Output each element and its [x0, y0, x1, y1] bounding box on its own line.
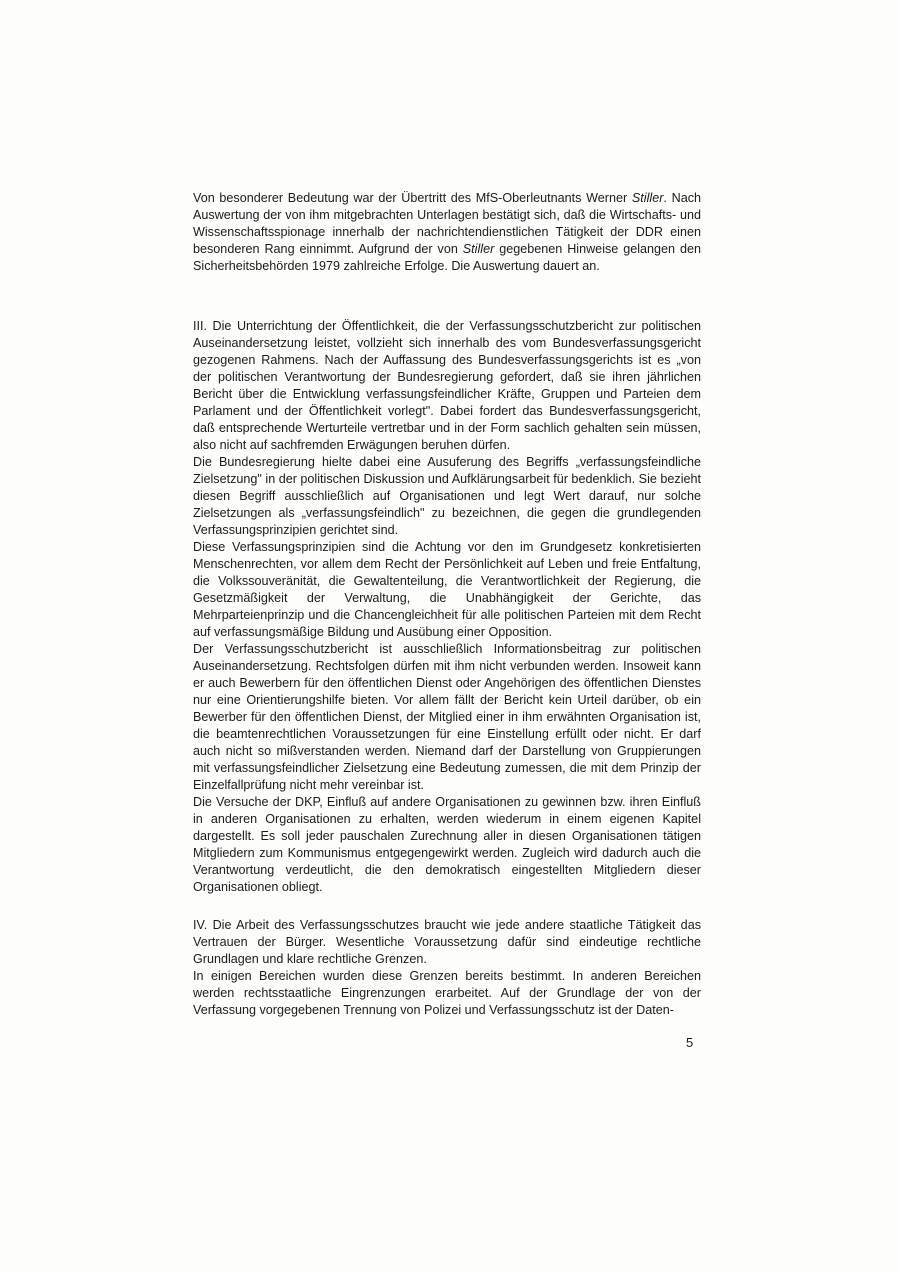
- paragraph-stiller: [193, 190, 701, 275]
- paragraph-iv-2: In einigen Bereichen wurden diese Grenzen bereits bestimmt. In anderen Bereichen werden rechtsstaatliche Eingrenzungen erarbeitet. Auf der Grundlage der von der Verfassung vorgegebenen Trennung von Polizei und Verfassungsschutz ist der Daten-: [193, 969, 701, 1017]
- paragraph-iii-2: Die Bundesregierung hielte dabei eine Ausuferung des Begriffs „verfassungsfeindliche Zielsetzung" in der politischen Diskussion und Aufklärungsarbeit für bedenklich. Sie bezieht diesen Begriff ausschließlich auf Organisationen und legt Wert darauf, nur solche Zielsetzungen als „verfassungsfeindlich" zu bezeichnen, die gegen die grundlegenden Verfassungsprinzipien gerichtet sind.: [193, 455, 701, 537]
- paragraph-iii-1: III. Die Unterrichtung der Öffentlichkeit, die der Verfassungsschutzbericht zur politischen Auseinandersetzung leistet, vollzieht sich innerhalb des vom Bundesverfassungsgericht gezogenen Rahmens. Nach der Auffassung des Bundesverfassungsgerichts ist es „von der politischen Verantwortung der Bundesregierung gefordert, daß sie ihren jährlichen Bericht über die Entwicklung verfassungsfeindlicher Kräfte, Gruppen und Parteien dem Parlament und der Öffentlichkeit vorlegt". Dabei fordert das Bundesverfassungsgericht, daß entsprechende Werturteile vertretbar und in der Form sachlich gehalten sein müssen, also nicht auf sachfremden Erwägungen beruhen dürfen.: [193, 319, 701, 452]
- paragraph-iii-5: Die Versuche der DKP, Einfluß auf andere Organisationen zu gewinnen bzw. ihren Einfluß in anderen Organisationen zu erhalten, werden wiederum in einem eigenen Kapitel dargestellt. Es soll jeder pauschalen Zurechnung aller in diesen Organisationen tätigen Mitgliedern zum Kommunismus entgegengewirkt werden. Zugleich wird dadurch auch die Verantwortung verdeutlicht, die den demokratisch eingestellten Mitgliedern dieser Organisationen obliegt.: [193, 795, 701, 894]
- section-stiller: [193, 190, 701, 275]
- name-stiller: Stiller: [631, 191, 664, 205]
- paragraph-stiller-part-b: . Nach Auswertung der von ihm mitgebrachten Unterlagen bestätigt sich, daß die Wirtschafts- und Wissenschaftsspionage innerhalb der nachrichtendienstlichen Tätigkeit der DDR einen besonderen Rang einnimmt. Aufgrund der von: [193, 191, 701, 256]
- paragraph-stiller-part-a: Von besonderer Bedeutung war der Übertritt des MfS-Oberleutnants Werner: [193, 191, 632, 205]
- paragraph-iii-4: Der Verfassungsschutzbericht ist ausschließlich Informationsbeitrag zur politischen Auseinandersetzung. Rechtsfolgen dürfen mit ihm nicht verbunden werden. Insoweit kann er auch Bewerbern für den öffentlichen Dienst oder Angehörigen des öffentlichen Dienstes nur eine Orientierungshilfe bieten. Vor allem fällt der Bericht kein Urteil darüber, ob ein Bewerber für den öffentlichen Dienst, der Mitglied einer in ihm erwähnten Organisation ist, die beamtenrechtlichen Voraussetzungen für eine Einstellung erfüllt oder nicht. Er darf auch nicht so mißverstanden werden. Niemand darf der Darstellung von Gruppierungen mit verfassungsfeindlicher Zielsetzung eine Bedeutung zumessen, die mit dem Prinzip der Einzelfallprüfung nicht mehr vereinbar ist.: [193, 642, 701, 792]
- name-stiller-2: Stiller: [462, 242, 495, 256]
- paragraph-iii-3: Diese Verfassungsprinzipien sind die Achtung vor den im Grundgesetz konkretisierten Menschenrechten, vor allem dem Recht der Persönlichkeit auf Leben und freie Entfaltung, die Volkssouveränität, die Gewaltenteilung, die Verantwortlichkeit der Regierung, die Gesetzmäßigkeit der Verwaltung, die Unabhängigkeit der Gerichte, das Mehrparteienprinzip und die Chancengleichheit für alle politischen Parteien mit dem Recht auf verfassungsmäßige Bildung und Ausübung einer Opposition.: [193, 540, 701, 639]
- section-iv: [193, 917, 701, 1019]
- page-number: 5: [686, 1035, 694, 1050]
- section-iii: [193, 318, 701, 896]
- paragraph-iv-1: IV. Die Arbeit des Verfassungsschutzes braucht wie jede andere staatliche Tätigkeit das Vertrauen der Bürger. Wesentliche Voraussetzung dafür sind eindeutige rechtliche Grundlagen und klare rechtliche Grenzen.: [193, 918, 701, 966]
- paragraph-stiller-part-c: gegebenen Hinweise gelangen den Sicherheitsbehörden 1979 zahlreiche Erfolge. Die Auswertung dauert an.: [193, 242, 702, 273]
